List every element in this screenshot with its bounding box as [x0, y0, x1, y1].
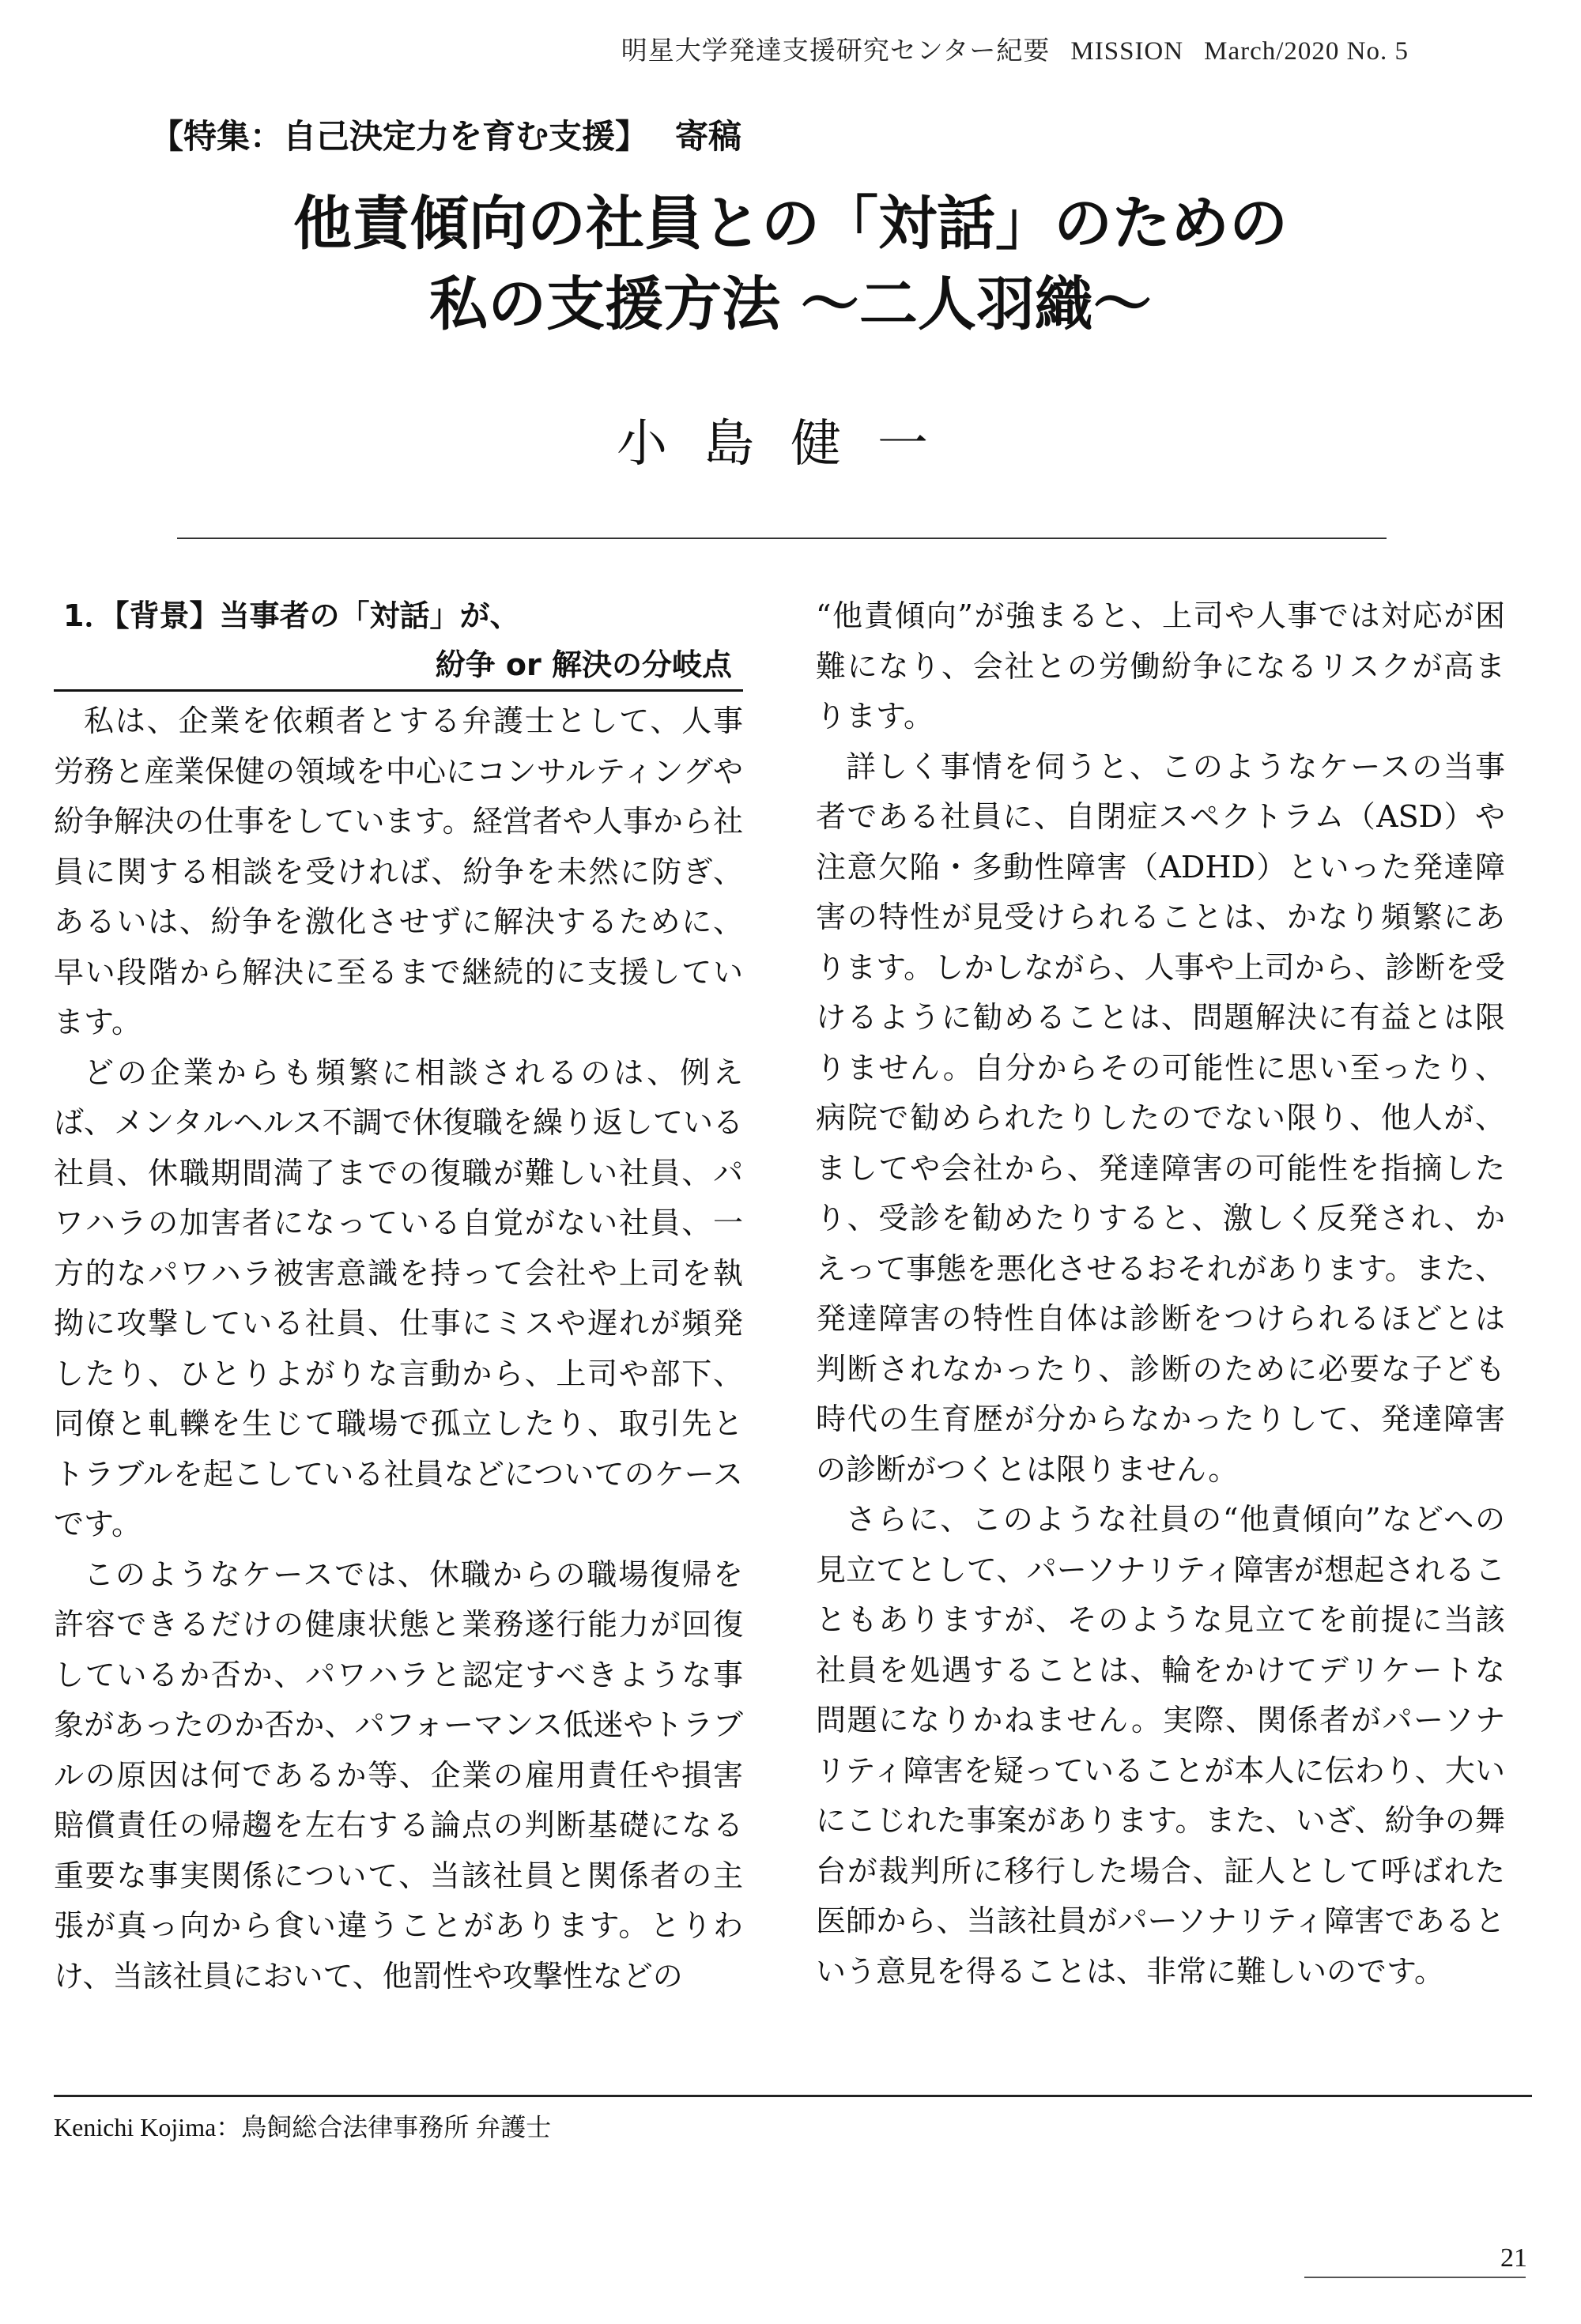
title-divider	[177, 538, 1387, 539]
title-line-1: 他責傾向の社員との「対話」のための	[293, 190, 1288, 258]
journal-name: 明星大学発達支援研究センター紀要	[621, 37, 1051, 66]
body-paragraph: さらに、このような社員の“他責傾向”などへの見立てとして、パーソナリティ障害が想起されることもありますが、そのような見立てを前提に当該社員を処遇することは、輪をかけてデリケートな問題になりかねません。実際、関係者がパーソナリティ障害を疑っていることが本人に伝わり、大いにこじれた事案があります。また、いざ、紛争の舞台が裁判所に移行した場合、証人として呼ばれた医師から、当該社員がパーソナリティ障害であるという意見を得ることは、非常に難しいのです。	[816, 1502, 1505, 1989]
page-number-rule	[1304, 2277, 1526, 2278]
body-paragraph: 詳しく事情を伺うと、このようなケースの当事者である社員に、自閉症スペクトラム（ASD）や注意欠陥・多動性障害（ADHD）といった発達障害の特性が見受けられることは、かなり頻繁にあります。しかしながら、人事や上司から、診断を受けるように勧めることは、問題解決に有益とは限りません。自分からその可能性に思い至ったり、病院で勧められたりしたのでない限り、他人が、ましてや会社から、発達障害の可能性を指摘したり、受診を勧めたりすると、激しく反発され、かえって事態を悪化させるおそれがあります。また、発達障害の特性自体は診断をつけられるほどとは判断されなかったり、診断のために必要な子ども時代の生育歴が分からなかったりして、発達障害の診断がつくとは限りません。	[816, 749, 1505, 1487]
body-paragraph: どの企業からも頻繁に相談されるのは、例えば、メンタルヘルス不調で休復職を繰り返している社員、休職期間満了までの復職が難しい社員、パワハラの加害者になっている自覚がない社員、一方的なパワハラ被害意識を持って会社や上司を執拗に攻撃している社員、仕事にミスや遅れが頻発したり、ひとりよがりな言動から、上司や部下、同僚と軋轢を生じて職場で孤立したり、取引先とトラブルを起こしている社員などについてのケースです。	[54, 1054, 743, 1541]
running-header	[621, 30, 1409, 67]
feature-kicker	[150, 111, 741, 158]
journal-issue: March/2020 No. 5	[1204, 37, 1409, 66]
journal-series: MISSION	[1070, 37, 1184, 66]
body-paragraph: 私は、企業を依頼者とする弁護士として、人事労務と産業保健の領域を中心にコンサルティングや紛争解決の仕事をしています。経営者や人事から社員に関する相談を受ければ、紛争を未然に防ぎ、あるいは、紛争を激化させずに解決するために、早い段階から解決に至るまで継続的に支援しています。	[54, 704, 743, 1039]
page-number: 21	[1500, 2243, 1527, 2273]
section-heading	[54, 591, 743, 692]
left-column	[54, 591, 743, 2001]
title-line-2: 私の支援方法 ～二人羽織～	[429, 270, 1152, 338]
body-paragraph: このようなケースでは、休職からの職場復帰を許容できるだけの健康状態と業務遂行能力が回復しているか否か、パワハラと認定すべきような事象があったのか否か、パフォーマンス低迷やトラブルの原因は何であるか等、企業の雇用責任や損害賠償責任の帰趨を左右する論点の判断基礎になる重要な事実関係について、当該社員と関係者の主張が真っ向から食い違うことがあります。とりわけ、当該社員において、他罰性や攻撃性などの	[54, 1556, 743, 1994]
section-heading-line-1: 1．【背景】当事者の「対話」が、	[63, 598, 520, 633]
article-title	[0, 183, 1581, 345]
article-type: 寄稿	[675, 117, 742, 156]
right-column	[816, 591, 1505, 1997]
author-affiliation-footnote: Kenichi Kojima：鳥飼総合法律事務所 弁護士	[54, 2113, 552, 2141]
footnote-divider	[54, 2095, 1532, 2097]
body-paragraph-continued: “他責傾向”が強まると、上司や人事では対応が困難になり、会社との労働紛争になるリスクが高まります。	[816, 598, 1505, 734]
section-heading-line-2: 紛争 or 解決の分岐点	[54, 640, 743, 692]
author-name: 小島健一	[617, 415, 964, 473]
feature-label: 【特集：自己決定力を育む支援】	[150, 117, 649, 156]
